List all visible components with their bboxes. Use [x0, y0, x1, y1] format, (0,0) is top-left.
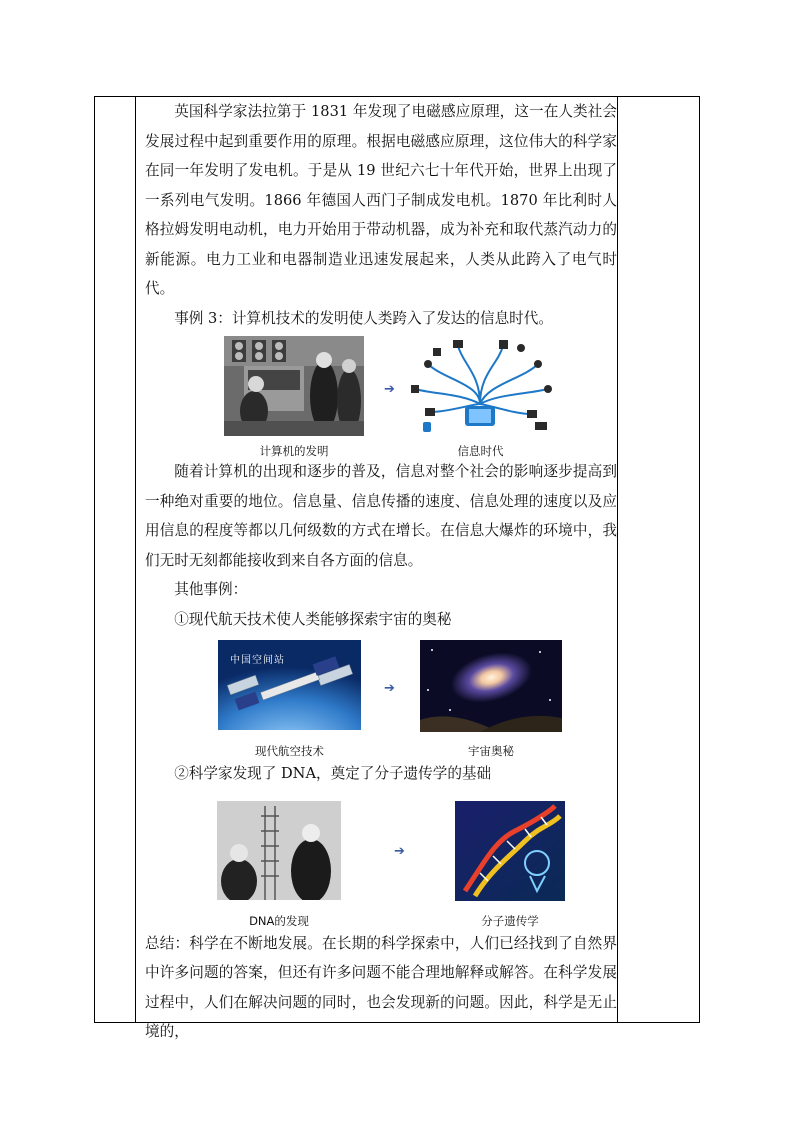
molecular-genetics-illustration — [455, 801, 565, 901]
paragraph-summary: 总结：科学在不断地发展。在长期的科学探索中，人们已经找到了自然界中许多问题的答案，但还有许多问题不能合理地解释或解答。在科学发展过程中，人们在解决问题的同时，也会发现新的问题。因此，科学是无止境的， — [145, 934, 617, 1040]
dna-discovery-photo — [217, 801, 341, 900]
paragraph-space-example: ①现代航天技术使人类能够探索宇宙的奥秘 — [174, 610, 452, 628]
galaxy-photo — [420, 640, 562, 732]
paragraph-example-3: 事例 3：计算机技术的发明使人类跨入了发达的信息时代。 — [174, 309, 553, 327]
table-divider-left — [135, 97, 136, 1022]
figure-dna — [145, 789, 617, 929]
caption-information-age: 信息时代 — [457, 444, 504, 458]
caption-modern-aviation: 现代航空技术 — [255, 744, 324, 758]
arrow-right-icon: ➔ — [384, 681, 395, 696]
arrow-right-icon: ➔ — [394, 843, 405, 859]
paragraph-dna-example: ②科学家发现了 DNA，奠定了分子遗传学的基础 — [174, 765, 492, 782]
caption-dna-discovery: DNA的发现 — [249, 913, 309, 928]
caption-universe-mystery: 宇宙奥秘 — [468, 744, 514, 758]
table-divider-right — [617, 97, 618, 1022]
arrow-right-icon: ➔ — [384, 382, 395, 397]
paragraph-other-examples: 其他事例： — [174, 581, 248, 598]
caption-molecular-genetics: 分子遗传学 — [481, 913, 539, 928]
main-content — [145, 97, 617, 1047]
computer-invention-photo — [224, 336, 364, 436]
paragraph-electric-age: 英国科学家法拉第于 1831 年发现了电磁感应原理，这一在人类社会发展过程中起到重要作用的原理。根据电磁感应原理，这位伟大的科学家在同一年发明了发电机。于是从 19 世纪六七十年代开始，世界上出现了一系列电气发明。1866 年德国人西门子制成发电机。1870 年比利时人格拉姆发明电动机，电力开始用于带动机器，成为补充和取代蒸汽动力的新能源。电力工业和电器制造业迅速发展起来，人类从此跨入了电气时代。 — [145, 103, 617, 297]
figure-space — [145, 634, 617, 759]
figure-computer-info — [145, 333, 617, 457]
paragraph-information: 随着计算机的出现和逐步的普及，信息对整个社会的影响逐步提高到一种绝对重要的地位。信息量、信息传播的速度、信息处理的速度以及应用信息的程度等都以几何级数的方式在增长。在信息大爆炸的环境中，我们无时无刻都能接收到来自各方面的信息。 — [145, 463, 617, 569]
caption-computer-invention: 计算机的发明 — [259, 444, 329, 458]
space-station-photo — [218, 640, 361, 730]
space-station-banner: 中国空间站 — [230, 655, 285, 666]
information-age-illustration — [403, 334, 558, 434]
